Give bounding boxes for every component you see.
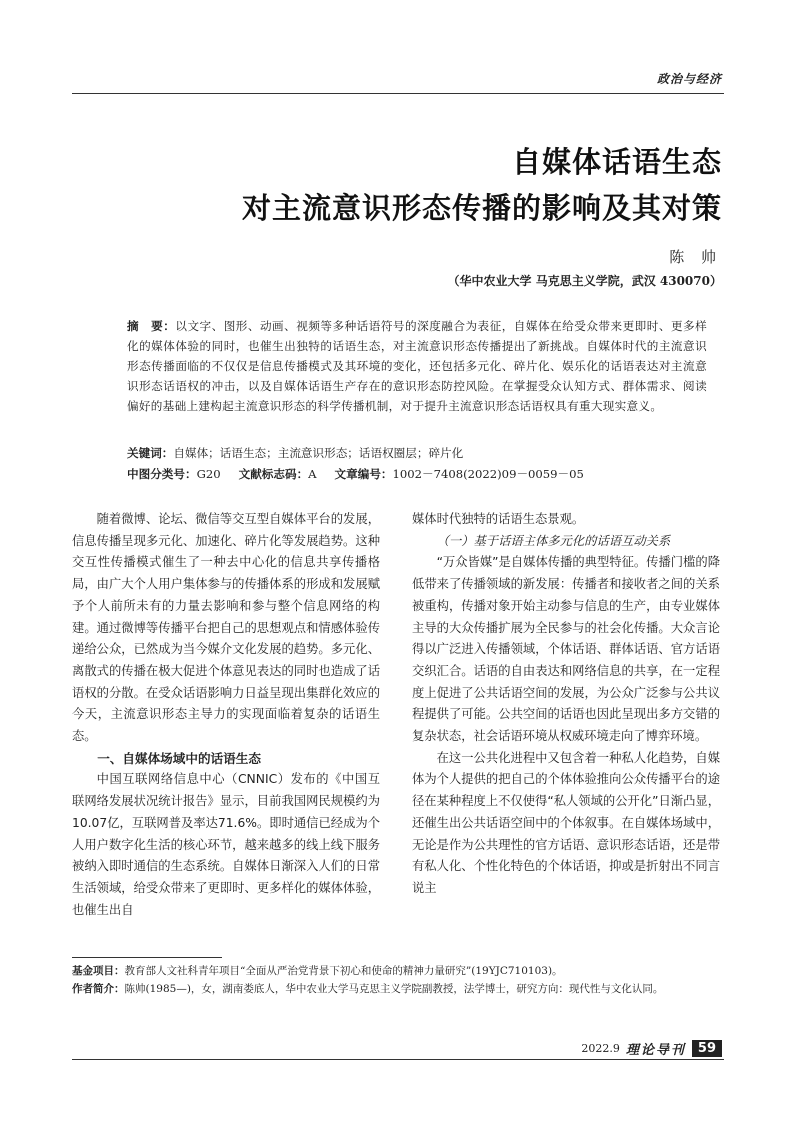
body-paragraph: “万众皆媒”是自媒体传播的典型特征。传播门槛的降低带来了传播领域的新发展：传播者和接收者之间的关系被重构，传播对象开始主动参与信息的生产，由专业媒体主导的大众传播扩展为全民参与的社会化传播。大众言论得以广泛进入传播领域，个体话语、群体话语、官方话语交织汇合。话语的自由表达和网络信息的共享，在一定程度上促进了公共话语空间的发展，为公众广泛参与公共议程提供了可能。公共空间的话语也因此呈现出多方交错的复杂状态，社会话语环境从权威环境走向了博弈环境。 xyxy=(412,555,720,744)
doc-value: A xyxy=(308,467,317,481)
affiliation: （华中农业大学 马克思主义学院，武汉 430070） xyxy=(447,274,722,288)
article-label: 文章编号： xyxy=(334,467,393,481)
abstract xyxy=(127,316,707,416)
abstract-label: 摘 要： xyxy=(127,319,176,333)
right-column xyxy=(412,509,720,900)
bio-label: 作者简介： xyxy=(72,983,125,995)
abstract-text: 以文字、图形、动画、视频等多种话语符号的深度融合为表征，自媒体在给受众带来更即时、更多样化的媒体体验的同时，也催生出独特的话语生态，对主流意识形态传播提出了新挑战。自媒体时代的主流意识形态传播面临的不仅仅是信息传播模式及其环境的变化，还包括多元化、碎片化、娱乐化的话语表达对主流意识形态话语权的冲击，以及自媒体话语生产存在的意识形态防控风险。在掌握受众认知方式、群体需求、阅读偏好的基础上建构起主流意识形态的科学传播机制，对于提升主流意识形态话语权具有重大现实意义。 xyxy=(127,319,708,413)
section-heading: 一、自媒体场域中的话语生态 xyxy=(97,750,261,766)
title-line-1: 自媒体话语生态 xyxy=(511,145,722,179)
fund-text: 教育部人文社科青年项目“全面从严治党背景下初心和使命的精神力量研究”(19YJC710103)。 xyxy=(124,965,563,977)
footer-rule xyxy=(72,1059,724,1060)
author-bio xyxy=(72,980,722,999)
classification xyxy=(127,464,717,484)
fund-note xyxy=(72,962,722,981)
section-name: 政治与经济 xyxy=(656,72,722,86)
clc-label: 中图分类号： xyxy=(127,467,197,481)
article-value: 1002－7408(2022)09－0059－05 xyxy=(392,467,584,481)
issue-date: 2022.9 xyxy=(581,1042,620,1055)
body-paragraph: 中国互联网络信息中心（CNNIC）发布的《中国互联网络发展状况统计报告》显示，目前我国网民规模约为10.07亿，互联网普及率达71.6%。即时通信已经成为个人用户数字化生活的核心环节，越来越多的线上线下服务被纳入即时通信的生态系统。自媒体日渐深入人们的日常生活领域，给受众带来了更即时、更多样化的媒体体验，也催生出自 xyxy=(72,772,380,917)
header-rule xyxy=(72,93,724,94)
subsection-heading: （一）基于话语主体多元化的话语互动关系 xyxy=(436,533,671,548)
body-paragraph: 随着微博、论坛、微信等交互型自媒体平台的发展，信息传播呈现多元化、加速化、碎片化等发展趋势。这种交互性传播模式催生了一种去中心化的信息共享传播格局，由广大个人用户集体参与的传播体系的形成和发展赋予个人前所未有的力量去影响和参与整个信息网络的构建。通过微博等传播平台把自己的思想观点和情感体验传递给公众，已然成为当今媒介文化发展的趋势。多元化、离散式的传播在极大促进个体意见表达的同时也造成了话语权的分散。在受众话语影响力日益呈现出集群化效应的今天，主流意识形态主导力的实现面临着复杂的话语生态。 xyxy=(72,512,380,744)
bio-text: 陈帅(1985—)，女，湖南娄底人，华中农业大学马克思主义学院副教授，法学博士，研究方向：现代性与文化认同。 xyxy=(124,983,664,995)
doc-label: 文献标志码： xyxy=(238,467,309,481)
page-footer xyxy=(581,1039,722,1058)
clc-value: G20 xyxy=(196,467,221,481)
journal-name: 理论导刊 xyxy=(625,1043,686,1058)
keywords xyxy=(127,443,707,463)
left-column xyxy=(72,509,380,921)
keywords-text: 自媒体；话语生态；主流意识形态；话语权圈层；碎片化 xyxy=(173,446,464,460)
fund-label: 基金项目： xyxy=(72,965,125,977)
page-number: 59 xyxy=(692,1040,722,1057)
keywords-label: 关键词： xyxy=(127,446,174,460)
body-paragraph: 媒体时代独特的话语生态景观。 xyxy=(412,512,585,526)
footnote-rule xyxy=(72,957,222,958)
body-paragraph: 在这一公共化进程中又包含着一种私人化趋势，自媒体为个人提供的把自己的个体体验推向公众传播平台的途径在某种程度上不仅使得“私人领域的公开化”日渐凸显，还催生出公共话语空间中的个体叙事。在自媒体场域中，无论是作为公共理性的官方话语、意识形态话语，还是带有私人化、个性化特色的个体话语，抑或是折射出不同言说主 xyxy=(412,750,720,895)
author: 陈 帅 xyxy=(669,248,722,266)
title-line-2: 对主流意识形态传播的影响及其对策 xyxy=(241,191,722,225)
